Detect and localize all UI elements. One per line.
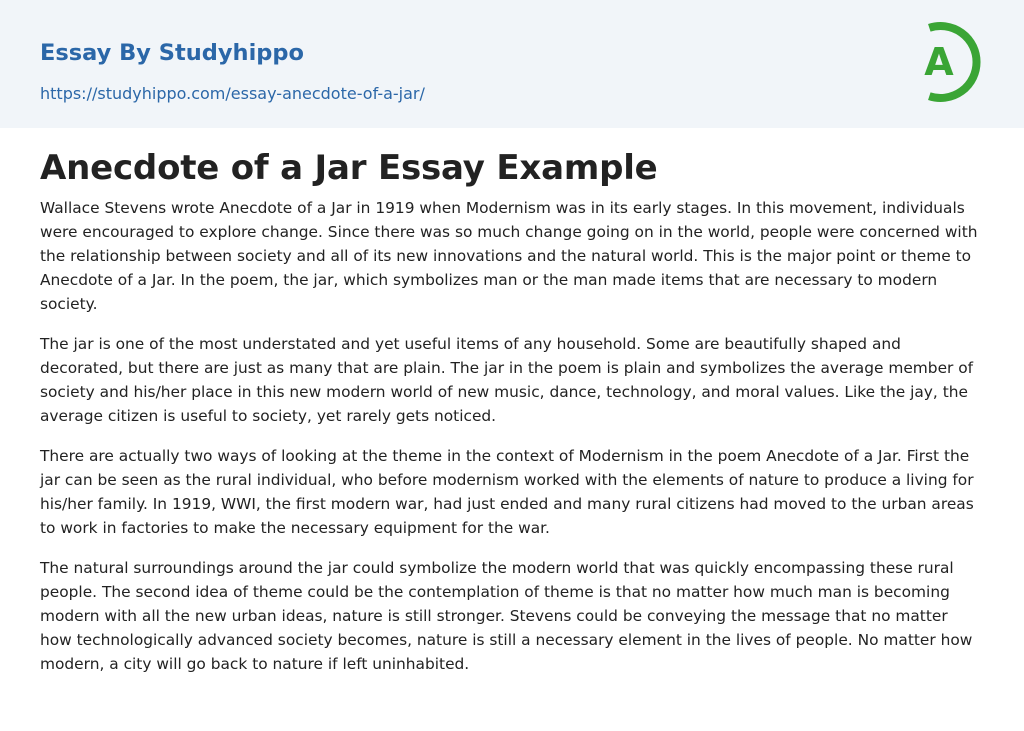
essay-content — [40, 146, 984, 692]
logo-letter: A — [924, 40, 954, 84]
essay-url-link[interactable]: https://studyhippo.com/essay-anecdote-of-a-jar/ — [40, 84, 425, 103]
page-header — [0, 0, 1024, 128]
essay-paragraph: There are actually two ways of looking at the theme in the context of Modernism in the poem Anecdote of a Jar. First the jar can be seen as the rural individual, who before modernism worked with the elements of nature to produce a living for his/her family. In 1919, WWI, the first modern war, had just ended and many rural citizens had moved to the urban areas to work in factories to make the necessary equipment for the war. — [40, 447, 974, 537]
essay-paragraph: Wallace Stevens wrote Anecdote of a Jar in 1919 when Modernism was in its early stages. In this movement, individuals were encouraged to explore change. Since there was so much change going on in the world, people were concerned with the relationship between society and all of its new innovations and the natural world. This is the major point or theme to Anecdote of a Jar. In the poem, the jar, which symbolizes man or the man made items that are necessary to modern society. — [40, 199, 978, 313]
essay-paragraph: The jar is one of the most understated and yet useful items of any household. Some are beautifully shaped and decorated, but there are just as many that are plain. The jar in the poem is plain and symbolizes the average member of society and his/her place in this new modern world of new music, dance, technology, and moral values. Like the jay, the average citizen is useful to society, yet rarely gets noticed. — [40, 335, 974, 425]
essay-paragraph: The natural surroundings around the jar could symbolize the modern world that was quickly encompassing these rural people. The second idea of theme could be the contemplation of theme is that no matter how much man is becoming modern with all the new urban ideas, nature is still stronger. Stevens could be conveying the message that no matter how technologically advanced society becomes, nature is still a necessary element in the lives of people. No matter how modern, a city will go back to nature if left uninhabited. — [40, 559, 973, 673]
site-title[interactable]: Essay By Studyhippo — [40, 40, 304, 66]
studyhippo-logo-icon[interactable] — [910, 18, 988, 106]
page-title: Anecdote of a Jar Essay Example — [40, 148, 658, 188]
